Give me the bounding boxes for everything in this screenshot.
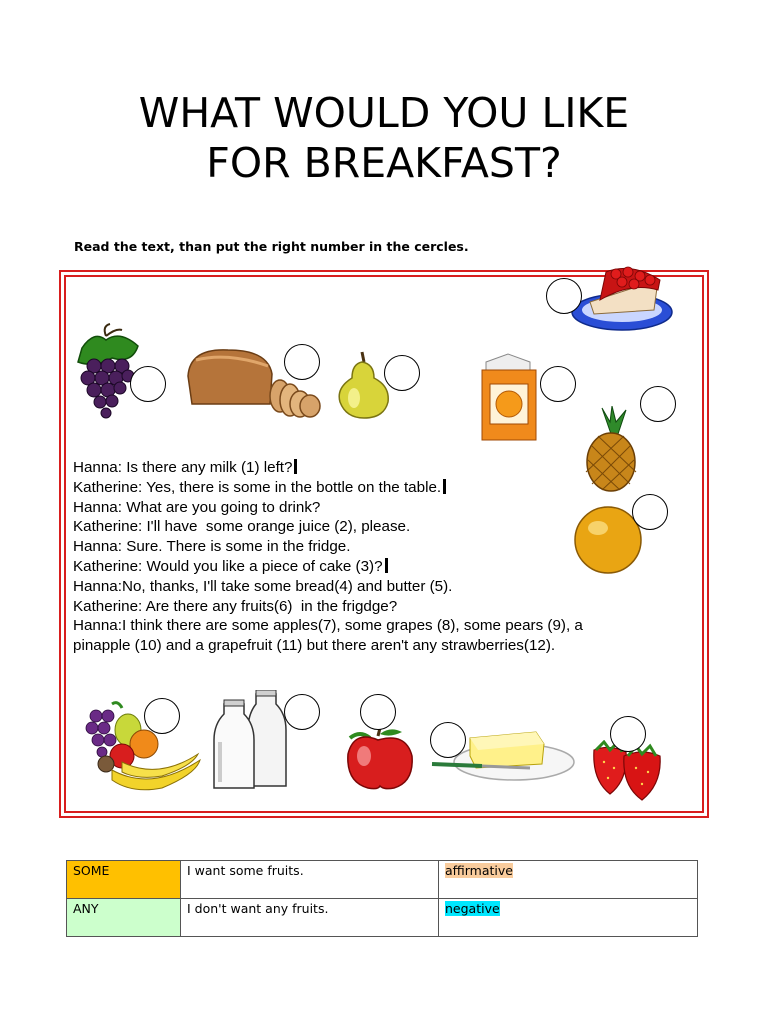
answer-circle-bread[interactable]: [284, 344, 320, 380]
dialog-line: pinapple (10) and a grapefruit (11) but there aren't any strawberries(12).: [73, 637, 556, 655]
type-cell: [439, 899, 698, 937]
apple-icon: [340, 726, 418, 792]
dialog-line: Katherine: Are there any fruits(6) in the frigdge?: [73, 597, 398, 615]
instructions: Read the text, than put the right number in the cercles.: [74, 239, 469, 254]
dialog-line: Hanna: What are you going to drink?: [73, 498, 321, 516]
dialog-line: Katherine: I'll have some orange juice (2), please.: [73, 518, 411, 536]
example-cell: I want some fruits.: [181, 861, 439, 899]
pear-icon: [332, 350, 394, 420]
dialog-line: Hanna:I think there are some apples(7), some grapes (8), some pears (9), a: [73, 617, 583, 635]
dialog-line: Hanna:No, thanks, I'll take some bread(4) and butter (5).: [73, 577, 453, 595]
word-cell-any: ANY: [67, 899, 181, 937]
answer-circle-fruits[interactable]: [144, 698, 180, 734]
type-cell: [439, 861, 698, 899]
cake-icon: [570, 262, 674, 332]
dialog-text: [73, 458, 713, 656]
example-cell: I don't want any fruits.: [181, 899, 439, 937]
type-label: negative: [445, 901, 500, 916]
orange-juice-icon: [478, 352, 540, 442]
answer-circle-milk[interactable]: [284, 694, 320, 730]
dialog-line: Katherine: Yes, there is some in the bottle on the table.: [73, 478, 713, 498]
answer-circle-cake[interactable]: [546, 278, 582, 314]
table-row: [67, 899, 698, 937]
dialog-line: Katherine: Would you like a piece of cake (3)?: [73, 557, 713, 577]
answer-circle-apple[interactable]: [360, 694, 396, 730]
title-line-1: WHAT WOULD YOU LIKE: [138, 89, 630, 137]
answer-circle-orange-juice[interactable]: [540, 366, 576, 402]
dialog-line: Hanna: Is there any milk (1) left?: [73, 458, 713, 478]
answer-circle-pineapple[interactable]: [640, 386, 676, 422]
answer-circle-strawberries[interactable]: [610, 716, 646, 752]
milk-bottles-icon: [212, 690, 290, 790]
table-row: [67, 861, 698, 899]
title-line-2: FOR BREAKFAST?: [206, 139, 562, 187]
dialog-line: Hanna: Sure. There is some in the fridge.: [73, 538, 351, 556]
answer-circle-pear[interactable]: [384, 355, 420, 391]
page-title: [0, 88, 768, 188]
grammar-table: [66, 860, 698, 937]
grapes-icon: [72, 322, 144, 420]
type-label: affirmative: [445, 863, 513, 878]
word-cell-some: SOME: [67, 861, 181, 899]
answer-circle-grapes[interactable]: [130, 366, 166, 402]
answer-circle-butter[interactable]: [430, 722, 466, 758]
